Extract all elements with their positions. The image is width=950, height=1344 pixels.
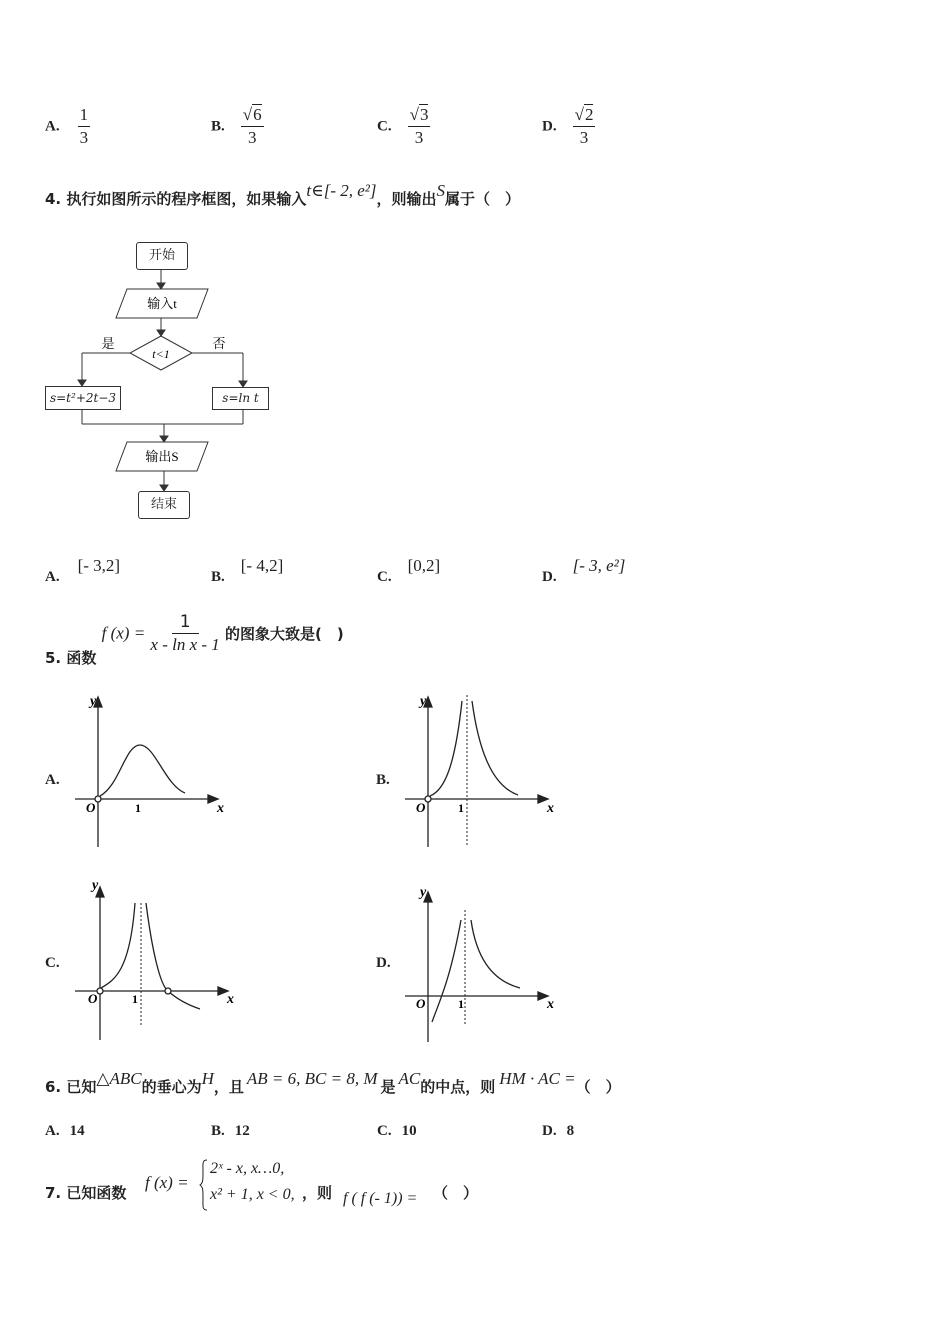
option-label: C. (377, 1123, 392, 1139)
math-condition: AB = 6, BC = 8, M (246, 1069, 378, 1088)
question-number: 7. (45, 1184, 62, 1202)
fraction (241, 105, 264, 149)
func-fraction (150, 612, 219, 656)
math-expression: f ( f (- 1)) = (343, 1190, 418, 1207)
option-label: D. (542, 569, 557, 585)
question-text: 的图象大致是( ) (225, 624, 344, 643)
question-7 (45, 1182, 126, 1203)
math-expression: HM · AC = (499, 1069, 576, 1088)
flow-end: 结束 (138, 491, 190, 519)
numerator: √3 (408, 105, 431, 127)
origin-label: O (416, 996, 426, 1011)
q3-option-d (542, 105, 595, 149)
axis-x-label: x (217, 801, 224, 816)
question-text: 已知 (66, 1078, 97, 1096)
no-label: 否 (212, 336, 226, 351)
axis-x-label: x (227, 992, 234, 1007)
question-5 (45, 612, 344, 667)
math-var: AC (398, 1069, 421, 1088)
numerator: √6 (241, 105, 264, 127)
option-label: A. (45, 569, 60, 585)
fraction (78, 105, 91, 149)
case-1: 2ˣ - x, x…0, (210, 1160, 285, 1177)
question-text: 属于（ ） (445, 190, 521, 208)
option-value: [- 3,2] (77, 556, 121, 575)
option-label: D. (542, 1123, 557, 1139)
option-label: A. (45, 1123, 60, 1139)
numerator: 1 (78, 105, 91, 127)
origin-label: O (416, 800, 426, 815)
q4-option-d (542, 556, 626, 585)
func-lhs: f (x) = (101, 623, 146, 643)
origin-label: O (86, 800, 96, 815)
fraction (408, 105, 431, 149)
graph-d-label: D. (376, 955, 391, 971)
question-number: 4. (45, 190, 62, 208)
question-text: 的垂心为 (141, 1078, 202, 1096)
question-text: ，且 (213, 1078, 244, 1096)
question-text: 是 (380, 1078, 396, 1096)
option-value: [0,2] (407, 556, 441, 575)
yes-label: 是 (101, 336, 115, 351)
flow-right-box: s=ln t (212, 387, 269, 410)
tick-label: 1 (135, 801, 141, 815)
option-label: D. (542, 118, 557, 135)
question-text: （ ） (575, 1078, 621, 1096)
axis-y-label: y (90, 694, 97, 709)
question-text: （ ） (433, 1184, 479, 1202)
flow-start: 开始 (136, 242, 188, 270)
output-text: 输出S (145, 449, 179, 464)
option-label: A. (45, 118, 60, 135)
q6-option-c (377, 1123, 417, 1140)
origin-label: O (88, 991, 98, 1006)
option-value: [- 3, e²] (572, 556, 626, 575)
axis-y-label: y (92, 878, 99, 893)
tick-label: 1 (458, 801, 464, 815)
option-value: [- 4,2] (240, 556, 284, 575)
question-text: ，则 (302, 1184, 333, 1202)
option-label: C. (377, 118, 392, 135)
option-label: B. (211, 569, 225, 585)
question-7-tail (302, 1182, 332, 1203)
denominator: x - ln x - 1 (150, 635, 220, 654)
fraction (573, 105, 596, 149)
math-interval: t∈[- 2, e²] (306, 181, 377, 200)
input-text: 输入t (147, 296, 177, 311)
math-var: H (201, 1069, 214, 1088)
condition-text: t<1 (152, 347, 170, 361)
question-text: 的中点，则 (420, 1078, 496, 1096)
question-text: ，则输出 (376, 190, 437, 208)
func-lhs: f (x) = (145, 1173, 189, 1192)
flowchart (40, 238, 280, 523)
denominator: 3 (247, 128, 257, 147)
q4-option-b (211, 556, 284, 585)
math-var: S (436, 181, 445, 200)
question-text: 执行如图所示的程序框图，如果输入 (66, 190, 307, 208)
math-triangle: △ABC (96, 1069, 142, 1088)
tick-label: 1 (458, 997, 464, 1011)
numerator: 1 (172, 612, 199, 634)
axis-x-label: x (547, 997, 554, 1012)
denominator: 3 (79, 128, 89, 147)
q6-option-d (542, 1123, 574, 1140)
tick-label: 1 (132, 992, 138, 1006)
question-number: 5. (45, 648, 62, 667)
option-value: 8 (566, 1123, 575, 1139)
q4-option-c (377, 556, 441, 585)
denominator: 3 (579, 128, 589, 147)
q3-option-a (45, 105, 90, 149)
question-4 (45, 181, 521, 209)
flow-left-box: s=t²+2t−3 (45, 386, 121, 410)
case-2: x² + 1, x < 0, (210, 1186, 295, 1203)
axis-x-label: x (547, 801, 554, 816)
q3-option-c (377, 105, 430, 149)
option-value: 12 (234, 1123, 250, 1139)
question-text: 已知函数 (66, 1184, 127, 1202)
graph-a-label: A. (45, 772, 60, 788)
graph-c-label: C. (45, 955, 60, 971)
graph-c (70, 875, 240, 1045)
axis-y-label: y (420, 885, 427, 900)
axis-y-label: y (420, 694, 427, 709)
question-number: 6. (45, 1078, 62, 1096)
graph-b (400, 685, 570, 855)
option-label: B. (211, 1123, 225, 1139)
numerator: √2 (573, 105, 596, 127)
option-value: 14 (69, 1123, 85, 1139)
denominator: 3 (414, 128, 424, 147)
question-text: 函数 (66, 648, 97, 667)
option-label: C. (377, 569, 392, 585)
option-label: B. (211, 118, 225, 135)
question-6 (45, 1068, 621, 1096)
q6-option-b (211, 1123, 250, 1140)
option-value: 10 (401, 1123, 417, 1139)
q6-option-a (45, 1123, 85, 1140)
q4-option-a (45, 556, 121, 585)
graph-b-label: B. (376, 772, 390, 788)
graph-a (70, 685, 240, 855)
brace-icon (199, 1158, 209, 1212)
q3-option-b (211, 105, 264, 149)
graph-d (400, 880, 570, 1050)
